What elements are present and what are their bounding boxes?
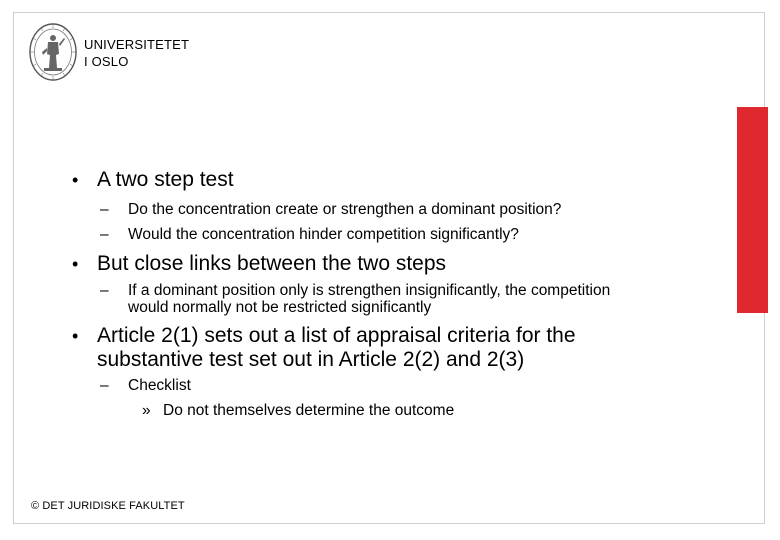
bullet-text: Checklist [128, 377, 191, 394]
bullet-dot: • [72, 254, 79, 274]
slide-content [72, 168, 712, 419]
bullet-level1 [72, 252, 712, 276]
bullet-level2 [72, 226, 712, 243]
bullet-level2 [72, 201, 712, 218]
bullet-level3 [72, 402, 712, 419]
university-name-line1: UNIVERSITETET [84, 37, 190, 52]
bullet-dash: – [100, 377, 109, 394]
bullet-dot: • [72, 326, 79, 346]
bullet-text: If a dominant position only is strengthen insignificantly, the competition would normally not be restricted significantly [128, 282, 611, 316]
bullet-dash: – [100, 226, 109, 243]
bullet-text: Do not themselves determine the outcome [163, 402, 455, 419]
bullet-text: A two step test [97, 168, 234, 191]
bullet-text: Do the concentration create or strengthen a dominant position? [128, 201, 562, 218]
footer-text: © DET JURIDISKE FAKULTET [31, 500, 185, 512]
bullet-text: But close links between the two steps [97, 252, 447, 275]
bullet-level2 [72, 282, 648, 316]
bullet-level1 [72, 168, 712, 192]
bullet-dash: – [100, 282, 109, 299]
university-name-line2: I OSLO [84, 54, 129, 69]
bullet-text: Article 2(1) sets out a list of appraisal criteria for the substantive test set out in Article 2(2) and 2(3) [97, 324, 576, 371]
bullet-text: Would the concentration hinder competition significantly? [128, 226, 519, 243]
bullet-dot: • [72, 170, 79, 190]
bullet-level1 [72, 324, 667, 372]
university-name [84, 36, 189, 70]
university-seal-icon [28, 22, 78, 82]
bullet-dash: – [100, 201, 109, 218]
bullet-chevron: » [142, 402, 151, 419]
bullet-level2 [72, 377, 712, 394]
accent-bar [737, 107, 768, 313]
